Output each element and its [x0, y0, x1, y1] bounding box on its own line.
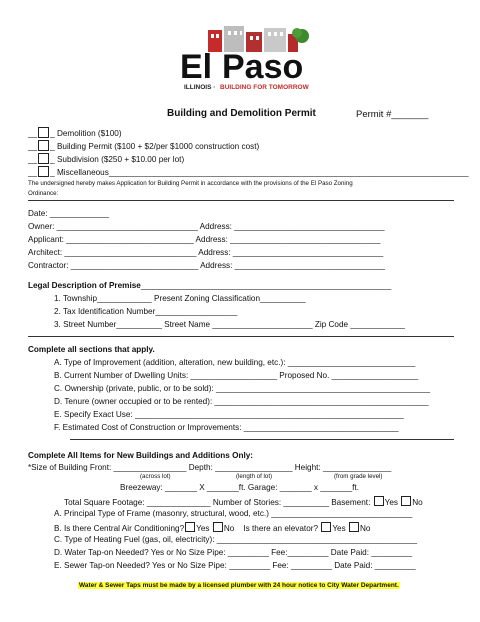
new-buildings-heading: [28, 451, 253, 460]
exact-use-field[interactable]: E. Specify Exact Use: ___________________________________________________________: [54, 410, 404, 419]
elevator-no-checkbox[interactable]: [349, 522, 359, 532]
water-tap-field[interactable]: D. Water Tap-on Needed? Yes or No Size Pipe: _________ Fee:_________ Date Paid: _________: [54, 548, 413, 557]
owner-field[interactable]: Owner: _______________________________ Address: _________________________________: [28, 222, 385, 231]
svg-text:El: El: [180, 48, 213, 86]
logo-graphic: [168, 24, 318, 96]
tenure-field[interactable]: D. Tenure (owner occupied or to be rented): _______________________________________________: [54, 397, 429, 406]
basement-yes-checkbox[interactable]: [374, 496, 384, 506]
architect-field[interactable]: Architect: _____________________________ Address: _________________________________: [28, 248, 384, 257]
street-field[interactable]: 3. Street Number__________ Street Name ______________________ Zip Code ____________: [54, 320, 405, 329]
form-title: Building and Demolition Permit: [167, 108, 316, 119]
building-size-field[interactable]: *Size of Building Front: ________________ Depth: _________________ Height: _______________: [28, 463, 392, 472]
legal-heading-text: Legal Description of Premise: [28, 281, 141, 290]
tax-id-field[interactable]: 2. Tax Identification Number__________________: [54, 307, 238, 316]
checkbox[interactable]: [38, 127, 49, 138]
dwelling-units-field[interactable]: B. Current Number of Dwelling Units: ___________________ Proposed No. ___________________: [54, 371, 419, 380]
permit-type-label: Miscellaneous_______________________________________________________________________________: [56, 168, 469, 177]
applicant-field[interactable]: Applicant: ____________________________ Address: _________________________________: [28, 235, 381, 244]
ac-no-checkbox[interactable]: [213, 522, 223, 532]
application-notice: The undersigned hereby makes Application for Building Permit in accordance with the provisions of the El Paso Zoning: [28, 180, 353, 187]
ownership-field[interactable]: C. Ownership (private, public, or to be sold): _______________________________________________: [54, 384, 431, 393]
breezeway-garage-field[interactable]: Breezeway: _______ X _______ft. Garage: _______ x _______ft.: [120, 483, 359, 492]
checkbox[interactable]: [38, 166, 49, 177]
checkbox[interactable]: [38, 153, 49, 164]
permit-type-subdivision[interactable]: __ _ Subdivision ($250 + $10.00 per lot): [28, 155, 185, 164]
divider: [28, 336, 454, 337]
across-lot-note: (across lot): [140, 473, 171, 480]
permit-type-label: Building Permit ($100 + $2/per $1000 construction cost): [56, 142, 260, 151]
permit-number-field[interactable]: Permit #_______: [356, 109, 429, 120]
from-grade-note: (from grade level): [334, 473, 383, 480]
svg-text:Paso: Paso: [222, 48, 304, 86]
length-lot-note: (length of lot): [236, 473, 273, 480]
yes-label: Yes: [332, 524, 346, 533]
sewer-tap-field[interactable]: E. Sewer Tap-on Needed? Yes or No Size Pipe: _________ Fee: _________ Date Paid: _________: [54, 561, 416, 570]
township-field[interactable]: 1. Township____________ Present Zoning Classification__________: [54, 294, 306, 303]
square-footage-field[interactable]: Total Square Footage: ______________ Number of Stories: __________ Basement:: [64, 498, 371, 507]
permit-type-demolition[interactable]: __ _ Demolition ($100): [28, 129, 122, 138]
plumber-notice: [78, 574, 400, 592]
sections-heading: [28, 345, 155, 354]
permit-type-label: Subdivision ($250 + $10.00 per lot): [56, 155, 185, 164]
estimated-cost-field[interactable]: F. Estimated Cost of Construction or Improvements: __________________________________: [54, 423, 399, 432]
elevator-label: Is there an elevator?: [243, 524, 319, 533]
permit-type-label: Demolition ($100): [56, 129, 122, 138]
date-field[interactable]: Date: _____________: [28, 209, 110, 218]
yes-label: Yes: [196, 524, 210, 533]
divider: [70, 439, 454, 440]
no-label: No: [412, 498, 423, 507]
heating-fuel-field[interactable]: C. Type of Heating Fuel (gas, oil, electricity): ____________________________________________: [54, 535, 418, 544]
legal-heading: [28, 281, 391, 290]
improvement-type-field[interactable]: A. Type of Improvement (addition, alteration, new building, etc.): ____________________________: [54, 358, 416, 367]
square-footage-row: [64, 496, 423, 507]
sections-heading-text: Complete all sections that apply.: [28, 345, 155, 354]
divider: [28, 200, 454, 201]
elevator-yes-checkbox[interactable]: [321, 522, 331, 532]
checkbox[interactable]: [38, 140, 49, 151]
contractor-field[interactable]: Contractor: ____________________________ Address: _________________________________: [28, 261, 385, 270]
plumber-notice-text: Water & Sewer Taps must be made by a licensed plumber with 24 hour notice to City Water Department.: [79, 582, 399, 589]
svg-text:ILLINOIS ·: ILLINOIS ·: [184, 84, 216, 91]
ac-elevator-row: [54, 522, 370, 533]
no-label: No: [223, 524, 235, 533]
ac-yes-checkbox[interactable]: [185, 522, 195, 532]
no-label: No: [359, 524, 371, 533]
svg-text:BUILDING FOR TOMORROW: BUILDING FOR TOMORROW: [220, 84, 309, 91]
permit-type-building[interactable]: __ _ Building Permit ($100 + $2/per $1000 construction cost): [28, 142, 260, 151]
frame-type-field[interactable]: A. Principal Type of Frame (masonry, structural, wood, etc.) _______________________________: [54, 509, 413, 518]
application-notice-cont: Ordinance:: [28, 190, 59, 197]
central-air-label: B. Is there Central Air Conditioning?: [54, 524, 185, 533]
new-buildings-heading-text: Complete All Items for New Buildings and Additions Only:: [28, 451, 254, 460]
basement-no-checkbox[interactable]: [401, 496, 411, 506]
el-paso-logo: [168, 24, 318, 96]
legal-heading-line: _______________________________________________________: [140, 281, 392, 290]
yes-label: Yes: [384, 498, 398, 507]
permit-type-misc[interactable]: __ _ Miscellaneous_______________________________________________________________________________: [28, 168, 469, 177]
